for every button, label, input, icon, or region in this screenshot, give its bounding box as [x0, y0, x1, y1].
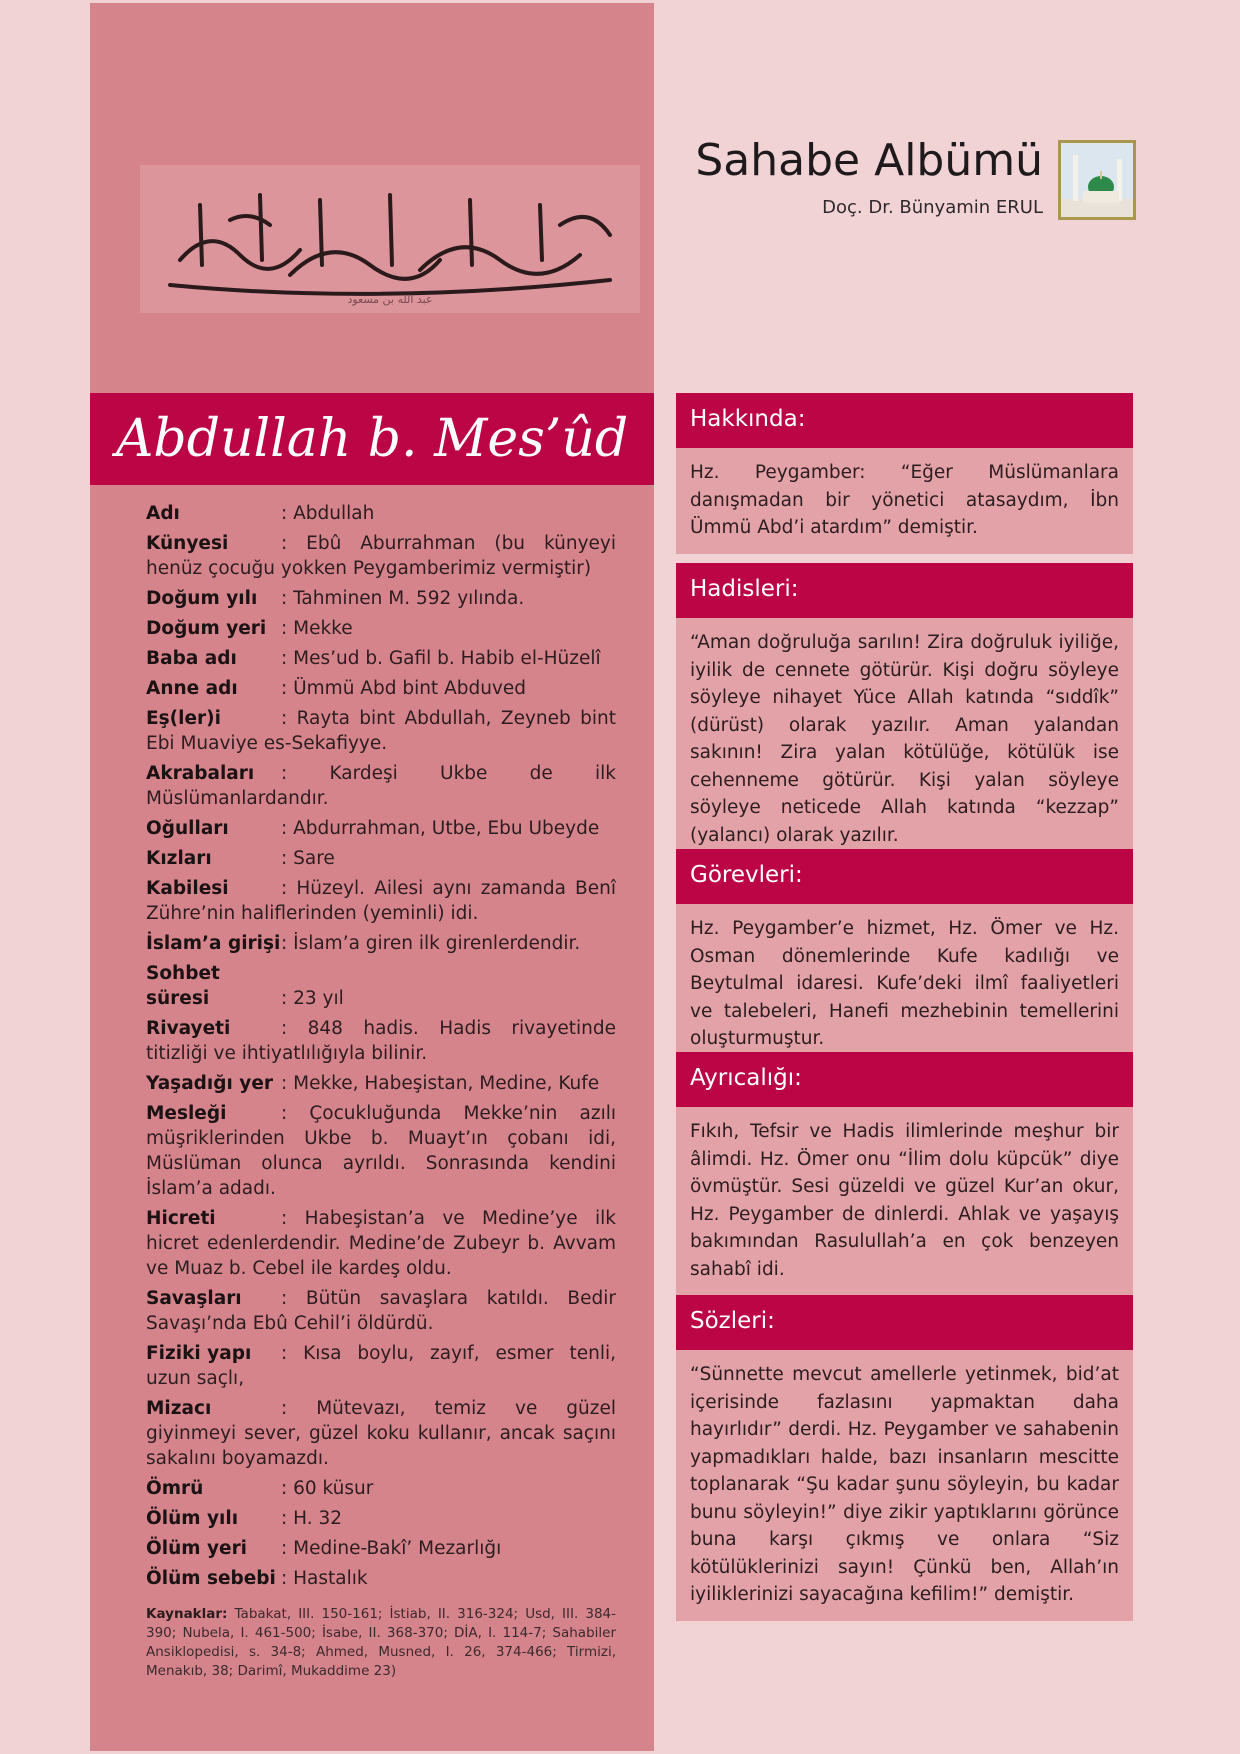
bio-value: : Mütevazı, temiz ve güzel giyinmeyi sever, güzel koku kullanır, ancak saçını sakalını boyamazdı. — [146, 1398, 616, 1469]
bio-row — [146, 1536, 616, 1561]
bio-value: : Kardeşi Ukbe de ilk Müslümanlardandır. — [146, 763, 616, 809]
bio-value: : Çocukluğunda Mekke’nin azılı müşriklerinden Ukbe b. Muayt’ın çobanı idi, Müslüman olunca ayrıldı. Sonrasında kendini İslam’a adadı. — [146, 1103, 616, 1199]
section-sozleri — [676, 1295, 1133, 1621]
biography-list — [146, 501, 616, 1681]
section-heading: Hadisleri: — [676, 563, 1133, 618]
section-body: Fıkıh, Tefsir ve Hadis ilimlerinde meşhur bir âlimdi. Hz. Ömer onu “İlim dolu küpcük” diye övmüştür. Sesi güzeldi ve güzel Kur’an okur, Hz. Peygamber de dinlerdi. Ahlak ve yaşayış bakımından Rasulullah’a en çok benzeyen sahabî idi. — [676, 1107, 1133, 1295]
section-heading: Sözleri: — [676, 1295, 1133, 1350]
bio-row — [146, 501, 616, 526]
bio-row — [146, 931, 616, 956]
bio-row — [146, 1286, 616, 1336]
bio-label: Adı — [146, 503, 180, 524]
bio-label: Baba adı — [146, 648, 237, 669]
bio-label: Akrabaları — [146, 763, 255, 784]
bio-label: Doğum yılı — [146, 588, 258, 609]
svg-text:عبد الله بن مسعود: عبد الله بن مسعود — [347, 293, 433, 306]
section-heading: Ayrıcalığı: — [676, 1052, 1133, 1107]
bio-label: Mesleği — [146, 1103, 227, 1124]
section-hakkinda — [676, 393, 1133, 554]
bio-value: : Kısa boylu, zayıf, esmer tenli, uzun saçlı, — [146, 1343, 616, 1389]
section-hadisleri — [676, 563, 1133, 861]
bio-value: : Hüzeyl. Ailesi aynı zamanda Benî Zühre’nin haliflerinden (yeminli) idi. — [146, 878, 616, 924]
bio-row — [146, 1101, 616, 1201]
bio-value: : 23 yıl — [281, 988, 344, 1009]
section-heading: Hakkında: — [676, 393, 1133, 448]
bio-value: : Mekke — [281, 618, 353, 639]
bio-label: Künyesi — [146, 533, 229, 554]
bio-label: Eş(ler)i — [146, 708, 221, 729]
album-title: Sahabe Albümü — [695, 135, 1043, 186]
bio-value: : Habeşistan’a ve Medine’ye ilk hicret edenlerdendir. Medine’de Zubeyr b. Avvam ve Muaz b. Cebel ile kardeş oldu. — [146, 1208, 616, 1279]
bio-value: : Abdullah — [281, 503, 375, 524]
bio-label: Ölüm sebebi — [146, 1568, 276, 1589]
bio-label: Mizacı — [146, 1398, 212, 1419]
calligraphy-image — [140, 165, 640, 313]
bio-value: : 848 hadis. Hadis rivayetinde titizliği ve ihtiyatlılığıyla bilinir. — [146, 1018, 616, 1064]
sources-note — [146, 1605, 616, 1681]
bio-label: Ölüm yeri — [146, 1538, 248, 1559]
bio-label: Anne adı — [146, 678, 238, 699]
section-gorevleri — [676, 849, 1133, 1065]
section-ayricaligi — [676, 1052, 1133, 1295]
bio-label: İslam’a girişi — [146, 933, 281, 954]
bio-value: : Mekke, Habeşistan, Medine, Kufe — [281, 1073, 600, 1094]
section-body: Hz. Peygamber’e hizmet, Hz. Ömer ve Hz. Osman dönemlerinde Kufe kadılığı ve Beytulmal idaresi. Kufe’deki ilmî faaliyetleri ve talebeleri, Hanefi mezhebinin temellerini oluşturmuştur. — [676, 904, 1133, 1065]
bio-row — [146, 1016, 616, 1066]
sources-label: Kaynaklar: — [146, 1606, 228, 1622]
bio-value: : Medine-Bakî’ Mezarlığı — [281, 1538, 502, 1559]
bio-value: : Ümmü Abd bint Abduved — [281, 678, 527, 699]
bio-value: : Ebû Aburrahman (bu künyeyi henüz çocuğu yokken Peygamberimiz vermiştir) — [146, 533, 616, 579]
bio-row — [146, 1071, 616, 1096]
bio-row — [146, 846, 616, 871]
bio-row — [146, 1476, 616, 1501]
bio-row — [146, 676, 616, 701]
bio-label: Ömrü — [146, 1478, 204, 1499]
bio-label: Doğum yeri — [146, 618, 267, 639]
bio-row — [146, 706, 616, 756]
bio-row — [146, 1206, 616, 1281]
bio-label: Oğulları — [146, 818, 229, 839]
author-name: Doç. Dr. Bünyamin ERUL — [822, 197, 1043, 218]
bio-row — [146, 816, 616, 841]
bio-label: Savaşları — [146, 1288, 242, 1309]
bio-value: : Tahminen M. 592 yılında. — [281, 588, 525, 609]
bio-row — [146, 616, 616, 641]
bio-label: Sohbet süresi — [146, 963, 220, 1009]
companion-name-banner: Abdullah b. Mes’ûd — [90, 393, 654, 485]
bio-row — [146, 1341, 616, 1391]
bio-row — [146, 761, 616, 811]
bio-row — [146, 1506, 616, 1531]
bio-label: Kızları — [146, 848, 212, 869]
bio-value: : 60 küsur — [281, 1478, 374, 1499]
mosque-thumbnail-image — [1058, 140, 1136, 220]
bio-row — [146, 1566, 616, 1591]
bio-row — [146, 876, 616, 926]
bio-label: Kabilesi — [146, 878, 229, 899]
section-body: “Sünnette mevcut amellerle yetinmek, bid’at içerisinde fazlasını yapmaktan daha hayırlıdır” derdi. Hz. Peygamber ve sahabenin yapmadıkları halde, bazı insanların mescitte toplanarak “Şu kadar şunu söyleyin, bu kadar bunu söyleyin!” diye zikir yaptıklarını görünce buna karşı çıkmış ve onlara “Siz kötülüklerinizi sayın! Çünkü ben, Allah’ın iyiliklerinizi sayacağına kefilim!” demiştir. — [676, 1350, 1133, 1621]
section-body: “Aman doğruluğa sarılın! Zira doğruluk iyiliğe, iyilik de cennete götürür. Kişi doğru söyleye söyleye nihayet Yüce Allah katında “sıddîk” (dürüst) olarak yazılır. Aman yalandan sakının! Zira yalan kötülüğe, kötülük ise cehenneme götürür. Kişi yalan söyleye söyleye neticede Allah katında “kezzap” (yalancı) olarak yazılır. — [676, 618, 1133, 861]
bio-label: Fiziki yapı — [146, 1343, 252, 1364]
section-body: Hz. Peygamber: “Eğer Müslümanlara danışmadan bir yönetici atasaydım, İbn Ümmü Abd’i atardım” demiştir. — [676, 448, 1133, 554]
bio-row — [146, 961, 616, 1011]
bio-label: Ölüm yılı — [146, 1508, 239, 1529]
bio-value: : H. 32 — [281, 1508, 343, 1529]
bio-value: : Sare — [281, 848, 335, 869]
bio-value: : İslam’a giren ilk girenlerdendir. — [281, 933, 581, 954]
bio-label: Rivayeti — [146, 1018, 231, 1039]
bio-value: : Abdurrahman, Utbe, Ebu Ubeyde — [281, 818, 600, 839]
section-heading: Görevleri: — [676, 849, 1133, 904]
bio-row — [146, 586, 616, 611]
bio-label: Yaşadığı yer — [146, 1073, 274, 1094]
bio-value: : Mes’ud b. Gafil b. Habib el-Hüzelî — [281, 648, 601, 669]
bio-row — [146, 646, 616, 671]
bio-row — [146, 531, 616, 581]
sources-text: Tabakat, III. 150-161; İstiab, II. 316-324; Usd, III. 384-390; Nubela, I. 461-500; İsabe, II. 368-370; DİA, I. 114-7; Sahabiler Ansiklopedisi, s. 34-8; Ahmed, Musned, I. 26, 374-466; Tirmizi, Menakıb, 38; Darimî, Mukaddime 23) — [146, 1606, 617, 1679]
bio-row — [146, 1396, 616, 1471]
bio-value: : Hastalık — [281, 1568, 368, 1589]
bio-value: : Bütün savaşlara katıldı. Bedir Savaşı’nda Ebû Cehil’i öldürdü. — [146, 1288, 616, 1334]
bio-value: : Rayta bint Abdullah, Zeyneb bint Ebi Muaviye es-Sekafiyye. — [146, 708, 616, 754]
bio-label: Hicreti — [146, 1208, 216, 1229]
